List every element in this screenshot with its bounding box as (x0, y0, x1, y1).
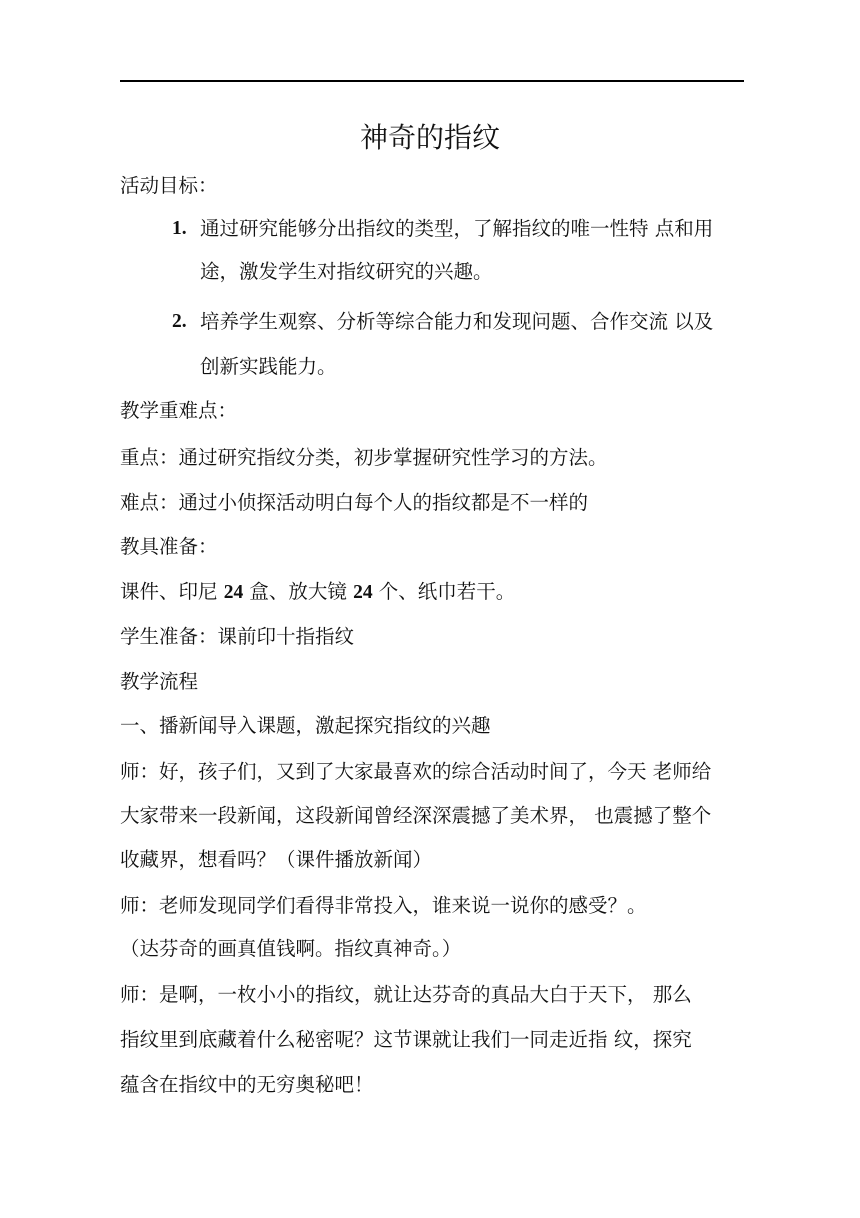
materials-count-2: 24 (353, 582, 373, 603)
materials-text-3: 个、纸巾若干。 (372, 580, 516, 603)
header-rule (120, 80, 744, 82)
paragraph-3: （达芬奇的画真值钱啊。指纹真神奇。） (120, 937, 462, 960)
materials-text-1: 课件、印尼 (120, 580, 224, 603)
key-points-heading: 教学重难点： (120, 399, 238, 422)
objectives-heading: 活动目标： (120, 174, 218, 197)
objective-1-line-1: 通过研究能够分出指纹的类型，了解指纹的唯一性特 点和用 (200, 217, 714, 240)
materials-text-2: 盒、放大镜 (243, 580, 354, 603)
step1-heading: 一、播新闻导入课题，激起探究指纹的兴趣 (120, 714, 491, 737)
paragraph-1-line-3: 收藏界，想看吗？（课件播放新闻） (120, 848, 433, 871)
objective-2-line-1: 培养学生观察、分析等综合能力和发现问题、合作交流 以及 (200, 310, 714, 333)
materials-count-1: 24 (223, 582, 244, 603)
objective-number-1: 1. (172, 218, 187, 239)
process-heading: 教学流程 (120, 670, 199, 693)
objective-2-line-2: 创新实践能力。 (200, 355, 337, 378)
paragraph-1-line-2: 大家带来一段新闻，这段新闻曾经深深震撼了美术界， 也震撼了整个 (120, 804, 712, 827)
materials-line (120, 577, 515, 608)
objective-number-2: 2. (172, 311, 187, 332)
objective-1-line-2: 途，激发学生对指纹研究的兴趣。 (200, 260, 493, 283)
page-title: 神奇的指纹 (359, 121, 500, 154)
paragraph-2: 师：老师发现同学们看得非常投入，谁来说一说你的感受？。 (120, 894, 647, 917)
difficulty: 难点：通过小侦探活动明白每个人的指纹都是不一样的 (120, 491, 589, 514)
paragraph-4-line-3: 蕴含在指纹中的无穷奥秘吧！ (120, 1073, 374, 1096)
student-prep: 学生准备：课前印十指指纹 (120, 625, 355, 648)
materials-heading: 教具准备： (120, 535, 218, 558)
paragraph-1-line-1: 师：好，孩子们，又到了大家最喜欢的综合活动时间了，今天 老师给 (120, 760, 712, 783)
paragraph-4-line-1: 师：是啊，一枚小小的指纹，就让达芬奇的真品大白于天下， 那么 (120, 983, 692, 1006)
paragraph-4-line-2: 指纹里到底藏着什么秘密呢？这节课就让我们一同走近指 纹，探究 (120, 1028, 692, 1051)
key-point: 重点：通过研究指纹分类，初步掌握研究性学习的方法。 (120, 446, 608, 469)
